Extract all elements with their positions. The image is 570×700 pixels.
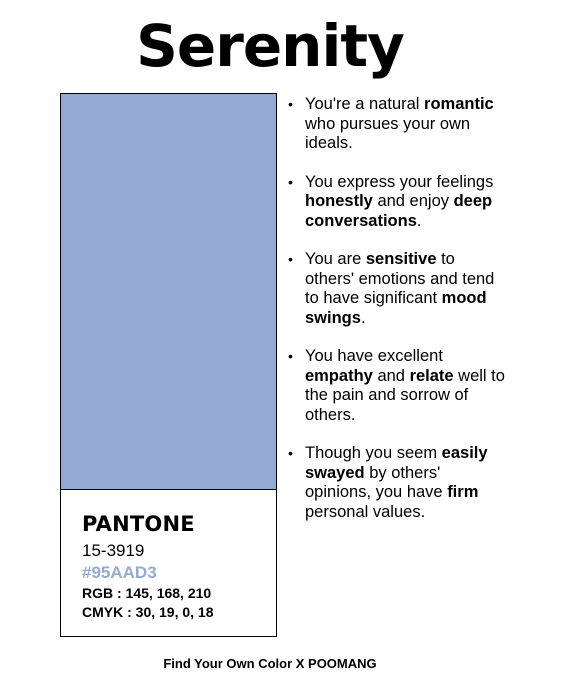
trait-text: who pursues your own ideals.: [305, 114, 471, 152]
bullet-icon: •: [288, 251, 293, 267]
trait-item: [288, 95, 508, 154]
trait-text: and enjoy: [372, 192, 454, 210]
trait-item: [288, 173, 508, 232]
trait-text: well to the pain and sorrow of others.: [305, 366, 505, 424]
footer-credit: Find Your Own Color X POOMANG: [163, 656, 377, 671]
trait-text: Though you seem: [305, 444, 442, 462]
trait-keyword: firm: [447, 483, 479, 501]
pantone-brand: PANTONE: [82, 512, 195, 536]
trait-keyword: deep conversations: [305, 192, 493, 230]
trait-keyword: mood swings: [305, 289, 487, 327]
trait-text: personal values.: [305, 502, 426, 521]
trait-text: by others' opinions, you have: [305, 463, 448, 501]
trait-text: .: [416, 211, 422, 230]
trait-text: to others' emotions and tend to have significant: [305, 250, 495, 307]
trait-keyword: romantic: [424, 95, 494, 113]
bullet-icon: •: [288, 348, 293, 364]
bullet-icon: •: [288, 96, 293, 112]
trait-text: .: [360, 308, 366, 327]
trait-text: You're a natural: [305, 95, 425, 113]
cmyk-value: CMYK : 30, 19, 0, 18: [82, 604, 214, 620]
trait-keyword: relate: [409, 366, 454, 385]
trait-keyword: easily swayed: [305, 444, 488, 482]
trait-keyword: empathy: [305, 366, 373, 385]
color-card: [60, 93, 277, 637]
bullet-icon: •: [288, 173, 293, 190]
hex-value: #95AAD3: [82, 563, 157, 582]
page-title: Serenity: [136, 12, 404, 80]
trait-keyword: sensitive: [365, 250, 437, 268]
trait-text: and: [372, 366, 410, 385]
color-swatch: [61, 94, 276, 490]
trait-item: [288, 250, 508, 328]
rgb-value: RGB : 145, 168, 210: [82, 585, 212, 601]
bullet-icon: •: [288, 445, 293, 461]
pantone-code: 15-3919: [82, 541, 145, 560]
trait-text: You are: [305, 250, 366, 268]
trait-text: You express your feelings: [305, 172, 494, 191]
trait-item: [288, 444, 508, 522]
trait-keyword: honestly: [305, 192, 373, 210]
trait-list: [288, 95, 508, 541]
trait-text: You have excellent: [305, 347, 443, 365]
color-info: [61, 490, 276, 622]
trait-item: [288, 347, 508, 425]
